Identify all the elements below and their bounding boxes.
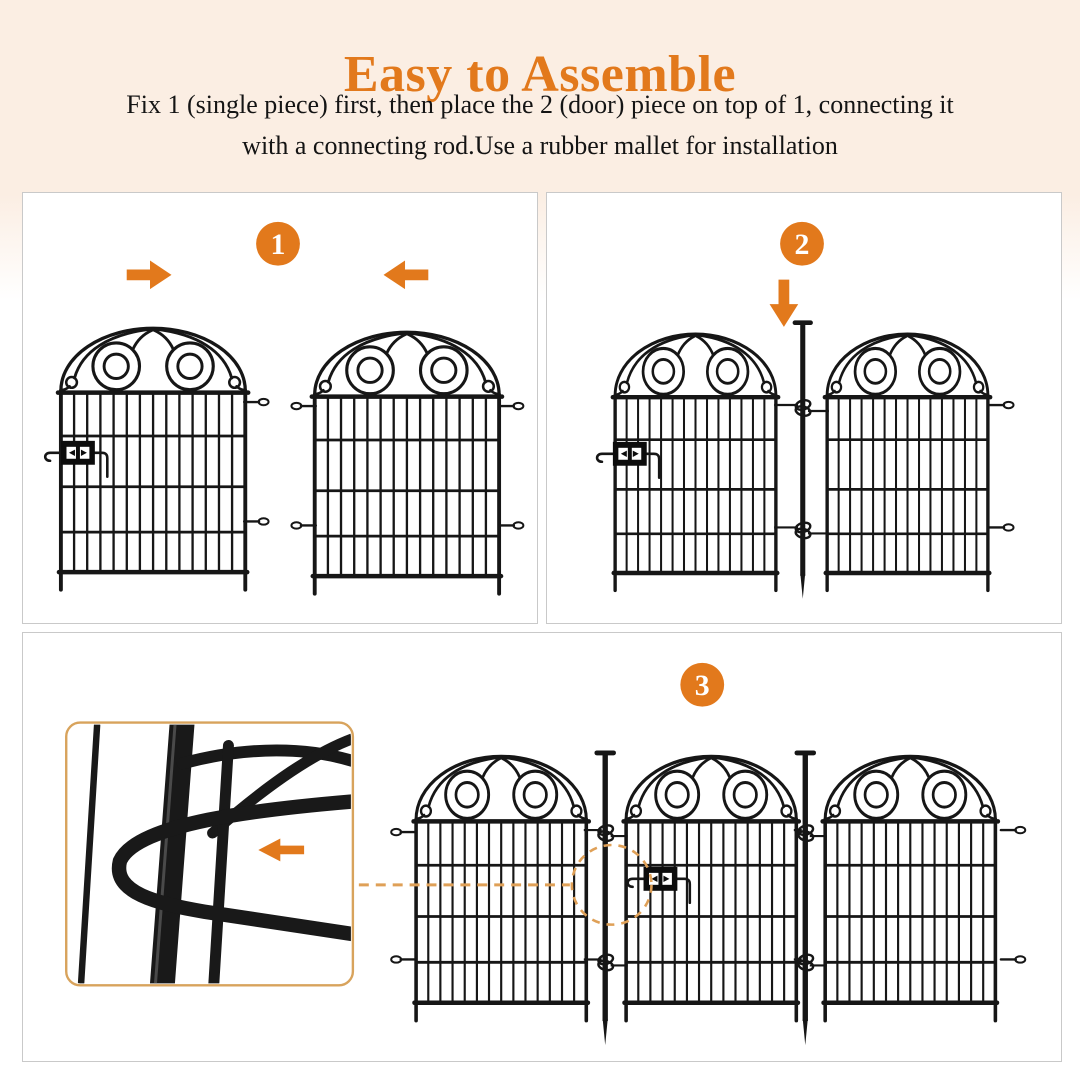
step-2-number: 2: [794, 228, 810, 262]
subtitle-line-1: Fix 1 (single piece) first, then place the 2 (door) piece on top of 1, connecting it: [126, 90, 954, 119]
step-3-badge: [680, 663, 724, 707]
step-2-illustration: [547, 193, 1061, 623]
arrow-down-icon: [770, 280, 799, 327]
hook-icon: [244, 399, 268, 405]
rod-connections: [584, 830, 827, 965]
arrow-right-icon: [127, 260, 172, 289]
page-title: Easy to Assemble: [343, 45, 737, 103]
step-3-panel: [22, 632, 1062, 1062]
hook-icon: [1001, 956, 1025, 962]
latch-icon: [45, 441, 107, 477]
step-3-number: 3: [694, 669, 710, 703]
dashed-callout-circle: [572, 845, 652, 925]
step-1-badge: [256, 222, 300, 266]
step-1-illustration: [23, 193, 537, 623]
arrow-left-icon: [384, 260, 429, 289]
fence-panel-1: [413, 756, 589, 1020]
fence-panel-right: [312, 332, 502, 593]
inset-closeup-photo: [66, 716, 356, 993]
connecting-rod: [793, 320, 813, 598]
hook-icon: [391, 956, 415, 962]
hook-icon: [291, 403, 315, 409]
fence-panel-3: [822, 756, 998, 1020]
hook-icon: [1001, 827, 1025, 833]
hook-icon: [989, 524, 1013, 530]
hook-icon: [499, 522, 523, 528]
hook-icon: [391, 829, 415, 835]
hook-icon: [499, 403, 523, 409]
page-subtitle: [0, 84, 1080, 166]
subtitle-line-2: with a connecting rod.Use a rubber mallet for installation: [242, 131, 838, 160]
step-2-panel: [546, 192, 1062, 624]
connecting-rod: [594, 750, 615, 1045]
fence-panel-right: [825, 334, 991, 590]
hook-icon: [244, 518, 268, 524]
step-1-panel: [22, 192, 538, 624]
latch-icon: [628, 867, 690, 903]
hook-icon: [989, 402, 1013, 408]
step-2-badge: [780, 222, 824, 266]
step-1-number: 1: [270, 228, 286, 262]
step-3-illustration: [23, 633, 1061, 1061]
hook-icon: [291, 522, 315, 528]
